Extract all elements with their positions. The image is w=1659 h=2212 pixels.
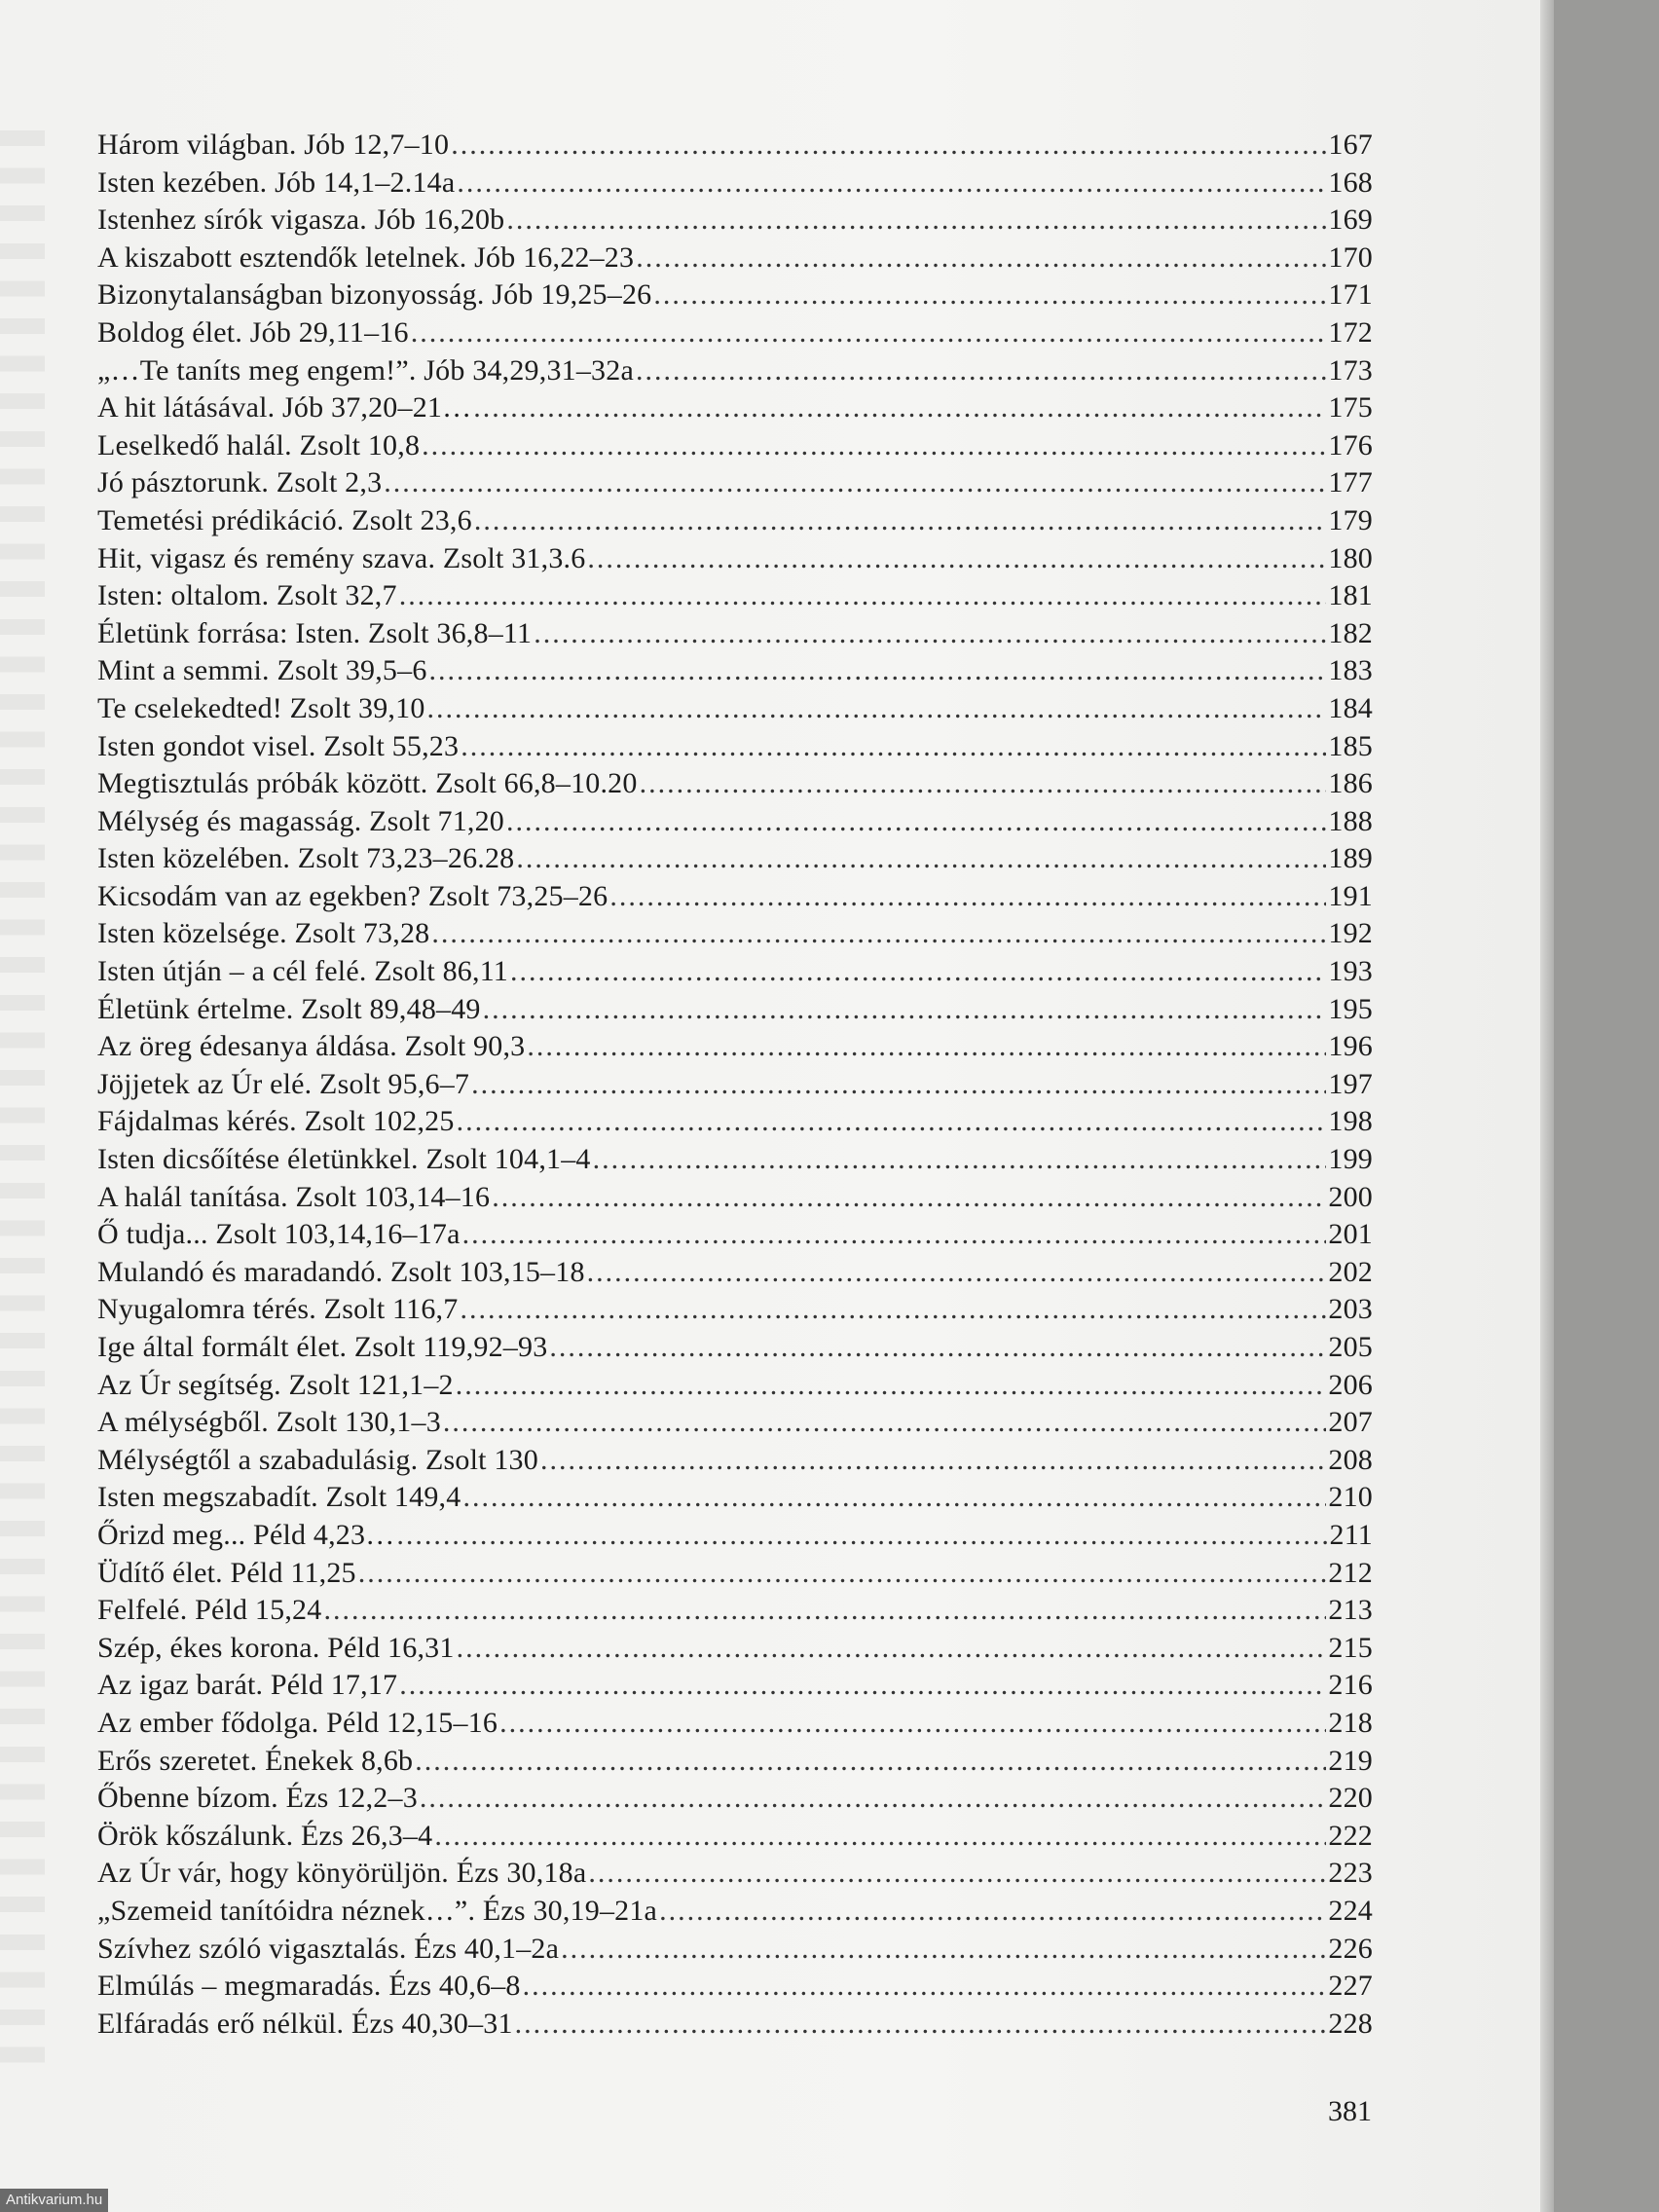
toc-entry bbox=[97, 1855, 1373, 1893]
entry-title: Az Úr vár, hogy könyörüljön. Ézs 30,18a bbox=[97, 1857, 587, 1890]
dot-leader bbox=[460, 1291, 1326, 1329]
entry-page-number: 172 bbox=[1328, 315, 1373, 349]
entry-title: Ige által formált élet. Zsolt 119,92–93 bbox=[97, 1331, 548, 1363]
entry-title: Hit, vigasz és remény szava. Zsolt 31,3.6 bbox=[97, 541, 586, 574]
entry-page-number: 199 bbox=[1328, 1143, 1373, 1176]
entry-page-number: 193 bbox=[1328, 955, 1373, 988]
table-of-contents bbox=[97, 127, 1373, 2043]
toc-entry bbox=[97, 1028, 1373, 1066]
dot-leader bbox=[456, 1367, 1327, 1405]
entry-title: A mélységből. Zsolt 130,1–3 bbox=[97, 1406, 441, 1439]
entry-title: A hit látásával. Jób 37,20–21… bbox=[97, 391, 472, 424]
entry-page-number: 220 bbox=[1328, 1782, 1373, 1815]
entry-title: Jöjjetek az Úr elé. Zsolt 95,6–7 bbox=[97, 1067, 470, 1100]
entry-page-number: 208 bbox=[1328, 1443, 1373, 1476]
entry-page-number: 188 bbox=[1328, 804, 1373, 837]
dot-leader bbox=[534, 615, 1326, 653]
entry-title: Isten közelsége. Zsolt 73,28 bbox=[97, 917, 430, 950]
toc-entry bbox=[97, 1555, 1373, 1593]
dot-leader bbox=[523, 1968, 1327, 2006]
dot-leader bbox=[549, 1329, 1326, 1367]
toc-entry bbox=[97, 1479, 1373, 1517]
entry-page-number: 201 bbox=[1328, 1218, 1373, 1251]
dot-leader bbox=[462, 1479, 1326, 1517]
entry-title: Az öreg édesanya áldása. Zsolt 90,3 bbox=[97, 1030, 526, 1063]
entry-page-number: 182 bbox=[1328, 616, 1373, 649]
toc-entry bbox=[97, 765, 1373, 803]
entry-page-number: 200 bbox=[1328, 1180, 1373, 1213]
entry-title: Erős szeretet. Énekek 8,6b bbox=[97, 1744, 414, 1777]
toc-entry bbox=[97, 953, 1373, 991]
toc-entry bbox=[97, 915, 1373, 953]
entry-page-number: 210 bbox=[1328, 1481, 1373, 1514]
dot-leader bbox=[474, 502, 1327, 540]
toc-entry bbox=[97, 389, 1373, 427]
bleed-through-margin bbox=[0, 117, 45, 2083]
toc-entry bbox=[97, 1103, 1373, 1141]
page-number: 381 bbox=[1328, 2095, 1372, 2127]
dot-leader bbox=[540, 1442, 1326, 1480]
toc-entry bbox=[97, 1592, 1373, 1630]
entry-page-number: 224 bbox=[1328, 1894, 1373, 1927]
dot-leader bbox=[609, 878, 1326, 916]
entry-title: Istenhez sírók vigasza. Jób 16,20b bbox=[97, 203, 505, 237]
entry-title: Fájdalmas kérés. Zsolt 102,25 bbox=[97, 1105, 455, 1138]
entry-page-number: 191 bbox=[1328, 879, 1373, 912]
toc-entry bbox=[97, 728, 1373, 766]
dot-leader bbox=[411, 314, 1327, 352]
entry-title: Őrizd meg... Péld 4,23… bbox=[97, 1518, 395, 1551]
entry-title: Isten dicsőítése életünkkel. Zsolt 104,1–4 bbox=[97, 1143, 591, 1176]
entry-page-number: 169 bbox=[1328, 203, 1373, 237]
entry-page-number: 211 bbox=[1329, 1518, 1373, 1551]
dot-leader bbox=[429, 652, 1327, 690]
toc-entry bbox=[97, 803, 1373, 841]
entry-page-number: 171 bbox=[1328, 278, 1373, 312]
dot-leader bbox=[636, 352, 1326, 390]
toc-entry bbox=[97, 352, 1373, 390]
toc-entry bbox=[97, 1066, 1373, 1104]
dot-leader bbox=[457, 1103, 1327, 1141]
entry-page-number: 183 bbox=[1328, 654, 1373, 687]
entry-title: Üdítő élet. Péld 11,25 bbox=[97, 1556, 356, 1589]
entry-page-number: 215 bbox=[1328, 1631, 1373, 1664]
dot-leader bbox=[492, 1179, 1326, 1217]
dot-leader bbox=[527, 1028, 1326, 1066]
toc-entry bbox=[97, 1367, 1373, 1405]
dot-leader bbox=[506, 803, 1326, 841]
entry-title: Isten: oltalom. Zsolt 32,7 bbox=[97, 579, 397, 612]
entry-page-number: 206 bbox=[1328, 1368, 1373, 1401]
entry-title: Isten megszabadít. Zsolt 149,4 bbox=[97, 1481, 461, 1514]
toc-entry bbox=[97, 878, 1373, 916]
entry-title: Mulandó és maradandó. Zsolt 103,15–18 bbox=[97, 1255, 585, 1288]
watermark: Antikvarium.hu bbox=[0, 2189, 108, 2212]
toc-entry bbox=[97, 240, 1373, 277]
toc-entry bbox=[97, 1442, 1373, 1480]
toc-entry bbox=[97, 652, 1373, 690]
dot-leader bbox=[457, 1630, 1327, 1668]
dot-leader bbox=[399, 577, 1327, 615]
toc-entry bbox=[97, 991, 1373, 1029]
entry-title: Isten kezében. Jób 14,1–2.14a bbox=[97, 166, 456, 199]
entry-title: „Szemeid tanítóidra néznek…”. Ézs 30,19–21a bbox=[97, 1894, 658, 1927]
entry-page-number: 168 bbox=[1328, 166, 1373, 199]
entry-title: Te cselekedted! Zsolt 39,10 bbox=[97, 691, 425, 724]
entry-page-number: 197 bbox=[1328, 1067, 1373, 1100]
dot-leader bbox=[451, 127, 1326, 165]
toc-entry bbox=[97, 202, 1373, 240]
entry-title: Boldog élet. Jób 29,11–16 bbox=[97, 315, 409, 349]
entry-page-number: 207 bbox=[1328, 1406, 1373, 1439]
dot-leader bbox=[515, 2006, 1327, 2044]
entry-title: Megtisztulás próbák között. Zsolt 66,8–10.20 bbox=[97, 767, 638, 800]
dot-leader bbox=[593, 1141, 1327, 1179]
dot-leader bbox=[653, 276, 1326, 314]
entry-page-number: 179 bbox=[1328, 503, 1373, 536]
entry-title: Örök kőszálunk. Ézs 26,3–4 bbox=[97, 1819, 433, 1852]
dot-leader bbox=[636, 240, 1326, 277]
entry-page-number: 185 bbox=[1328, 729, 1373, 762]
entry-page-number: 198 bbox=[1328, 1105, 1373, 1138]
entry-page-number: 205 bbox=[1328, 1331, 1373, 1363]
entry-page-number: 195 bbox=[1328, 992, 1373, 1025]
toc-entry bbox=[97, 502, 1373, 540]
dot-leader bbox=[473, 389, 1326, 427]
entry-page-number: 202 bbox=[1328, 1255, 1373, 1288]
toc-entry bbox=[97, 1968, 1373, 2006]
entry-page-number: 223 bbox=[1328, 1857, 1373, 1890]
entry-page-number: 186 bbox=[1328, 767, 1373, 800]
dot-leader bbox=[516, 840, 1326, 878]
dot-leader bbox=[499, 1705, 1326, 1743]
toc-entry bbox=[97, 1705, 1373, 1743]
toc-entry bbox=[97, 165, 1373, 203]
entry-title: Elfáradás erő nélkül. Ézs 40,30–31 bbox=[97, 2007, 513, 2040]
toc-entry bbox=[97, 1743, 1373, 1781]
dot-leader bbox=[434, 1818, 1326, 1856]
toc-entry bbox=[97, 1254, 1373, 1292]
dot-leader bbox=[483, 991, 1327, 1029]
entry-page-number: 222 bbox=[1328, 1819, 1373, 1852]
entry-title: Három világban. Jób 12,7–10 bbox=[97, 129, 450, 161]
dot-leader bbox=[396, 1517, 1327, 1555]
dot-leader bbox=[358, 1555, 1327, 1593]
entry-title: „…Te taníts meg engem!”. Jób 34,29,31–32a bbox=[97, 353, 634, 387]
entry-page-number: 173 bbox=[1328, 353, 1373, 387]
entry-page-number: 196 bbox=[1328, 1030, 1373, 1063]
dot-leader bbox=[561, 1931, 1326, 1969]
entry-title: A kiszabott esztendők letelnek. Jób 16,22–23 bbox=[97, 240, 635, 274]
entry-page-number: 184 bbox=[1328, 691, 1373, 724]
entry-title: Temetési prédikáció. Zsolt 23,6 bbox=[97, 503, 472, 536]
entry-page-number: 227 bbox=[1328, 1970, 1373, 2003]
entry-title: Mélység és magasság. Zsolt 71,20 bbox=[97, 804, 505, 837]
entry-page-number: 167 bbox=[1328, 129, 1373, 161]
toc-entry bbox=[97, 840, 1373, 878]
entry-title: Nyugalomra térés. Zsolt 116,7 bbox=[97, 1293, 459, 1326]
entry-title: Isten útján – a cél felé. Zsolt 86,11 bbox=[97, 955, 508, 988]
dot-leader bbox=[384, 464, 1326, 502]
entry-page-number: 175 bbox=[1328, 391, 1373, 424]
toc-entry bbox=[97, 1517, 1373, 1555]
entry-page-number: 228 bbox=[1328, 2007, 1373, 2040]
entry-title: Jó pásztorunk. Zsolt 2,3 bbox=[97, 466, 383, 499]
page-edge bbox=[1540, 0, 1554, 2212]
toc-entry bbox=[97, 1141, 1373, 1179]
toc-entry bbox=[97, 1818, 1373, 1856]
entry-page-number: 176 bbox=[1328, 428, 1373, 461]
entry-title: Felfelé. Péld 15,24 bbox=[97, 1594, 322, 1627]
toc-entry bbox=[97, 1179, 1373, 1217]
dot-leader bbox=[399, 1667, 1326, 1705]
entry-title: Leselkedő halál. Zsolt 10,8 bbox=[97, 428, 421, 461]
dot-leader bbox=[462, 1216, 1327, 1254]
dot-leader bbox=[471, 1066, 1326, 1104]
entry-title: Őbenne bízom. Ézs 12,2–3 bbox=[97, 1782, 418, 1815]
dot-leader bbox=[422, 427, 1326, 465]
entry-page-number: 170 bbox=[1328, 240, 1373, 274]
toc-entry bbox=[97, 1630, 1373, 1668]
entry-title: A halál tanítása. Zsolt 103,14–16 bbox=[97, 1180, 491, 1213]
entry-title: Az ember fődolga. Péld 12,15–16 bbox=[97, 1706, 498, 1739]
dot-leader bbox=[510, 953, 1326, 991]
entry-title: Kicsodám van az egekben? Zsolt 73,25–26 bbox=[97, 879, 608, 912]
toc-entry bbox=[97, 276, 1373, 314]
dot-leader bbox=[415, 1743, 1326, 1781]
entry-title: Isten gondot visel. Zsolt 55,23 bbox=[97, 729, 460, 762]
entry-page-number: 177 bbox=[1328, 466, 1373, 499]
toc-entry bbox=[97, 1404, 1373, 1442]
dot-leader bbox=[420, 1780, 1326, 1818]
entry-page-number: 218 bbox=[1328, 1706, 1373, 1739]
toc-entry bbox=[97, 1893, 1373, 1931]
dot-leader bbox=[588, 1855, 1326, 1893]
entry-title: Mint a semmi. Zsolt 39,5–6 bbox=[97, 654, 427, 687]
dot-leader bbox=[431, 915, 1326, 953]
dot-leader bbox=[659, 1893, 1326, 1931]
entry-page-number: 203 bbox=[1328, 1293, 1373, 1326]
toc-entry bbox=[97, 690, 1373, 728]
entry-title: Ő tudja... Zsolt 103,14,16–17a bbox=[97, 1218, 461, 1251]
entry-title: Az igaz barát. Péld 17,17 bbox=[97, 1669, 398, 1702]
toc-entry bbox=[97, 427, 1373, 465]
entry-title: Életünk forrása: Isten. Zsolt 36,8–11 bbox=[97, 616, 533, 649]
dot-leader bbox=[457, 165, 1326, 203]
entry-title: Szívhez szóló vigasztalás. Ézs 40,1–2a bbox=[97, 1932, 560, 1965]
toc-entry bbox=[97, 2006, 1373, 2044]
entry-title: Életünk értelme. Zsolt 89,48–49 bbox=[97, 992, 481, 1025]
entry-title: Bizonytalanságban bizonyosság. Jób 19,25–26 bbox=[97, 278, 652, 312]
dot-leader bbox=[443, 1404, 1327, 1442]
toc-entry bbox=[97, 615, 1373, 653]
toc-entry bbox=[97, 1291, 1373, 1329]
toc-entry bbox=[97, 464, 1373, 502]
dot-leader bbox=[587, 540, 1326, 578]
entry-page-number: 189 bbox=[1328, 842, 1373, 875]
entry-page-number: 212 bbox=[1328, 1556, 1373, 1589]
entry-page-number: 219 bbox=[1328, 1744, 1373, 1777]
dot-leader bbox=[427, 690, 1327, 728]
dot-leader bbox=[640, 765, 1327, 803]
dot-leader bbox=[587, 1254, 1327, 1292]
toc-entry bbox=[97, 540, 1373, 578]
entry-title: Mélységtől a szabadulásig. Zsolt 130 bbox=[97, 1443, 538, 1476]
entry-title: Szép, ékes korona. Péld 16,31 bbox=[97, 1631, 455, 1664]
entry-page-number: 216 bbox=[1328, 1669, 1373, 1702]
toc-entry bbox=[97, 314, 1373, 352]
toc-entry bbox=[97, 1667, 1373, 1705]
dot-leader bbox=[461, 728, 1326, 766]
entry-title: Isten közelében. Zsolt 73,23–26.28 bbox=[97, 842, 515, 875]
entry-page-number: 226 bbox=[1328, 1932, 1373, 1965]
toc-entry bbox=[97, 1931, 1373, 1969]
dot-leader bbox=[506, 202, 1326, 240]
entry-page-number: 192 bbox=[1328, 917, 1373, 950]
entry-title: Elmúlás – megmaradás. Ézs 40,6–8 bbox=[97, 1970, 521, 2003]
entry-page-number: 180 bbox=[1328, 541, 1373, 574]
dot-leader bbox=[323, 1592, 1326, 1630]
entry-page-number: 181 bbox=[1328, 579, 1373, 612]
toc-entry bbox=[97, 127, 1373, 165]
toc-entry bbox=[97, 1216, 1373, 1254]
entry-page-number: 213 bbox=[1328, 1594, 1373, 1627]
toc-entry bbox=[97, 577, 1373, 615]
toc-entry bbox=[97, 1329, 1373, 1367]
entry-title: Az Úr segítség. Zsolt 121,1–2 bbox=[97, 1368, 454, 1401]
toc-entry bbox=[97, 1780, 1373, 1818]
